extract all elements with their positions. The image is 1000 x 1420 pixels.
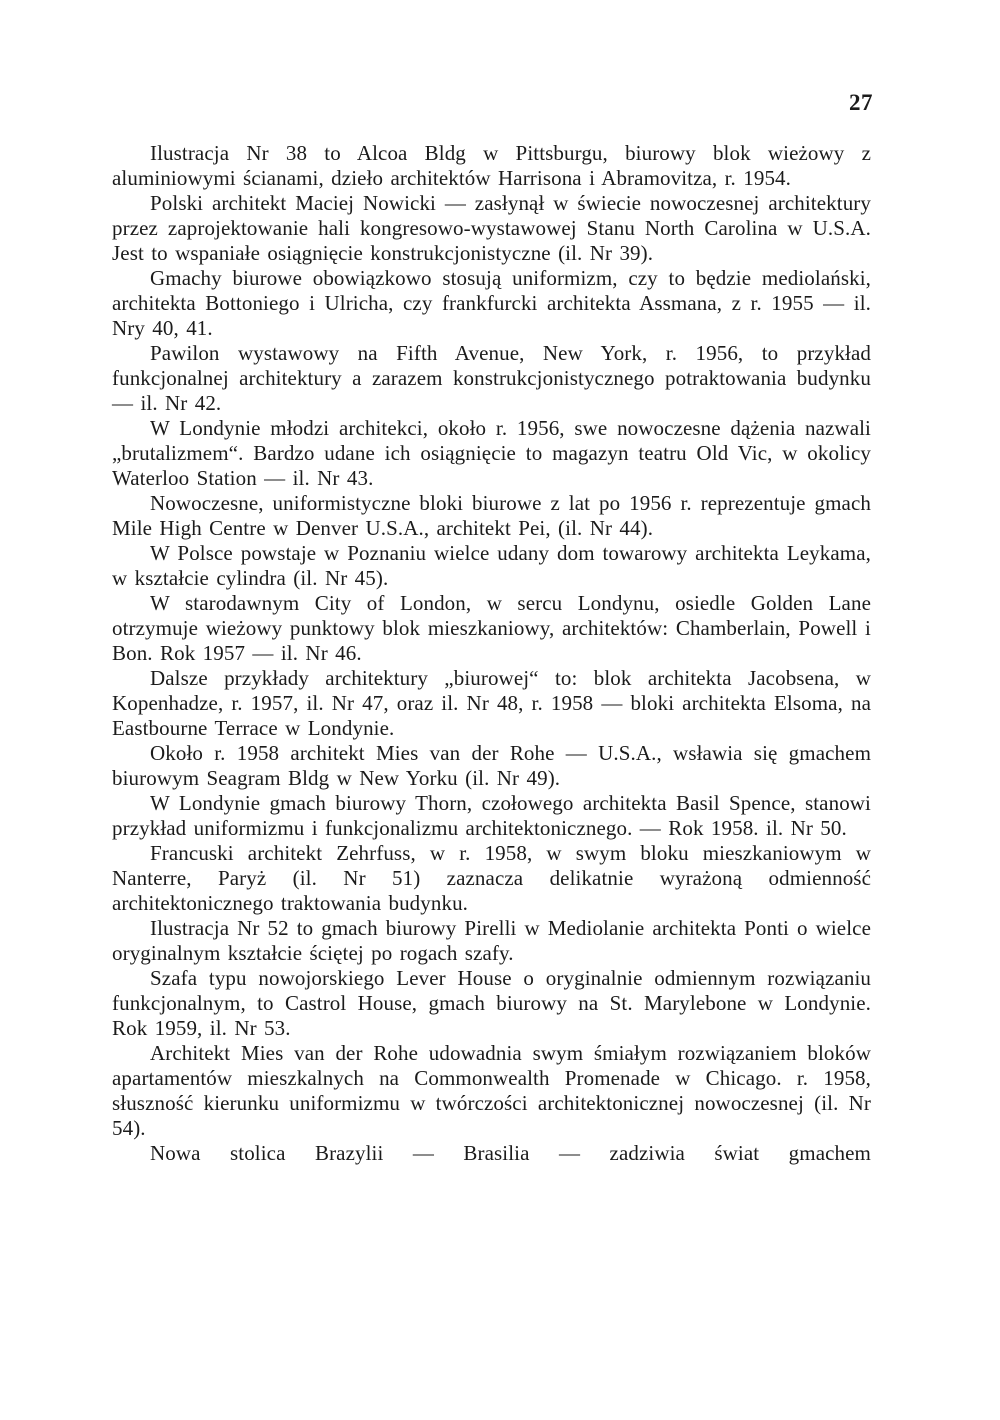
paragraph-pawilon-fifth-ave: Pawilon wystawowy na Fifth Avenue, New York, r. 1956, to przykład funkcjonalnej architektury a zarazem konstrukcjonistycznego potraktowania budynku — il. Nr 42. — [112, 341, 871, 415]
paragraph-commonwealth: Architekt Mies van der Rohe udowadnia swym śmiałym rozwiązaniem bloków apartamentów mieszkalnych na Commonwealth Promenade w Chicago. r. 1958, słuszność kierunku uniformizmu w twórczości architektonicznej nowoczesnej (il. Nr 54). — [112, 1041, 871, 1140]
paragraph-thorn-spence: W Londynie gmach biurowy Thorn, czołowego architekta Basil Spence, stanowi przykład uniformizmu i funkcjonalizmu architektonicznego. — Rok 1958. il. Nr 50. — [112, 791, 871, 840]
paragraph-jacobsen-elsom: Dalsze przykłady architektury „biurowej“ to: blok architekta Jacobsena, w Kopenhadze, r. 1957, il. Nr 47, oraz il. Nr 48, r. 1958 — bloki architekta Elsoma, na Eastbourne Terrace w Londynie. — [112, 666, 871, 740]
paragraph-brutalizm: W Londynie młodzi architekci, około r. 1956, swe nowoczesne dążenia nazwali „brutalizmem“. Bardzo udane ich osiągnięcie to magazyn teatru Old Vic, w okolicy Waterloo Station — il. Nr 43. — [112, 416, 871, 490]
paragraph-nowicki: Polski architekt Maciej Nowicki — zasłynął w świecie nowoczesnej architektury przez zaprojektowanie hali kongresowo-wystawowej Stanu North Carolina w U.S.A. Jest to wspaniałe osiągnięcie konstrukcjonistyczne (il. Nr 39). — [112, 191, 871, 265]
paragraph-pirelli: Ilustracja Nr 52 to gmach biurowy Pirelli w Mediolanie architekta Ponti o wielce oryginalnym kształcie ściętej po rogach szafy. — [112, 916, 871, 965]
paragraph-mile-high-centre: Nowoczesne, uniformistyczne bloki biurowe z lat po 1956 r. reprezentuje gmach Mile High Centre w Denver U.S.A., architekt Pei, (il. Nr 44). — [112, 491, 871, 540]
paragraph-zehrfuss: Francuski architekt Zehrfuss, w r. 1958, w swym bloku mieszkaniowym w Nanterre, Paryż (il. Nr 51) zaznacza delikatnie wyrażoną odmienność architektonicznego traktowania budynku. — [112, 841, 871, 915]
paragraph-poznan-leykam: W Polsce powstaje w Poznaniu wielce udany dom towarowy architekta Leykama, w kształcie cylindra (il. Nr 45). — [112, 541, 871, 590]
paragraph-golden-lane: W starodawnym City of London, w sercu Londynu, osiedle Golden Lane otrzymuje wieżowy punktowy blok mieszkaniowy, architektów: Chamberlain, Powell i Bon. Rok 1957 — il. Nr 46. — [112, 591, 871, 665]
page-number: 27 — [849, 90, 873, 115]
paragraph-brasilia: Nowa stolica Brazylii — Brasilia — zadziwia świat gmachem — [150, 1141, 871, 1165]
text-block — [112, 141, 871, 1166]
paragraph-alcoa-bldg: Ilustracja Nr 38 to Alcoa Bldg w Pittsburgu, biurowy blok wieżowy z aluminiowymi ścianami, dzieło architektów Harrisona i Abramovitza, r. 1954. — [112, 141, 871, 190]
paragraph-gmachy-biurowe: Gmachy biurowe obowiązkowo stosują uniformizm, czy to będzie mediolański, architekta Bottoniego i Ulricha, czy frankfurcki architekta Assmana, z r. 1955 — il. Nry 40, 41. — [112, 266, 871, 340]
paragraph-seagram-bldg: Około r. 1958 architekt Mies van der Rohe — U.S.A., wsławia się gmachem biurowym Seagram Bldg w New Yorku (il. Nr 49). — [112, 741, 871, 790]
paragraph-castrol-house: Szafa typu nowojorskiego Lever House o oryginalnie odmiennym rozwiązaniu funkcjonalnym, to Castrol House, gmach biurowy na St. Marylebone w Londynie. Rok 1959, il. Nr 53. — [112, 966, 871, 1040]
